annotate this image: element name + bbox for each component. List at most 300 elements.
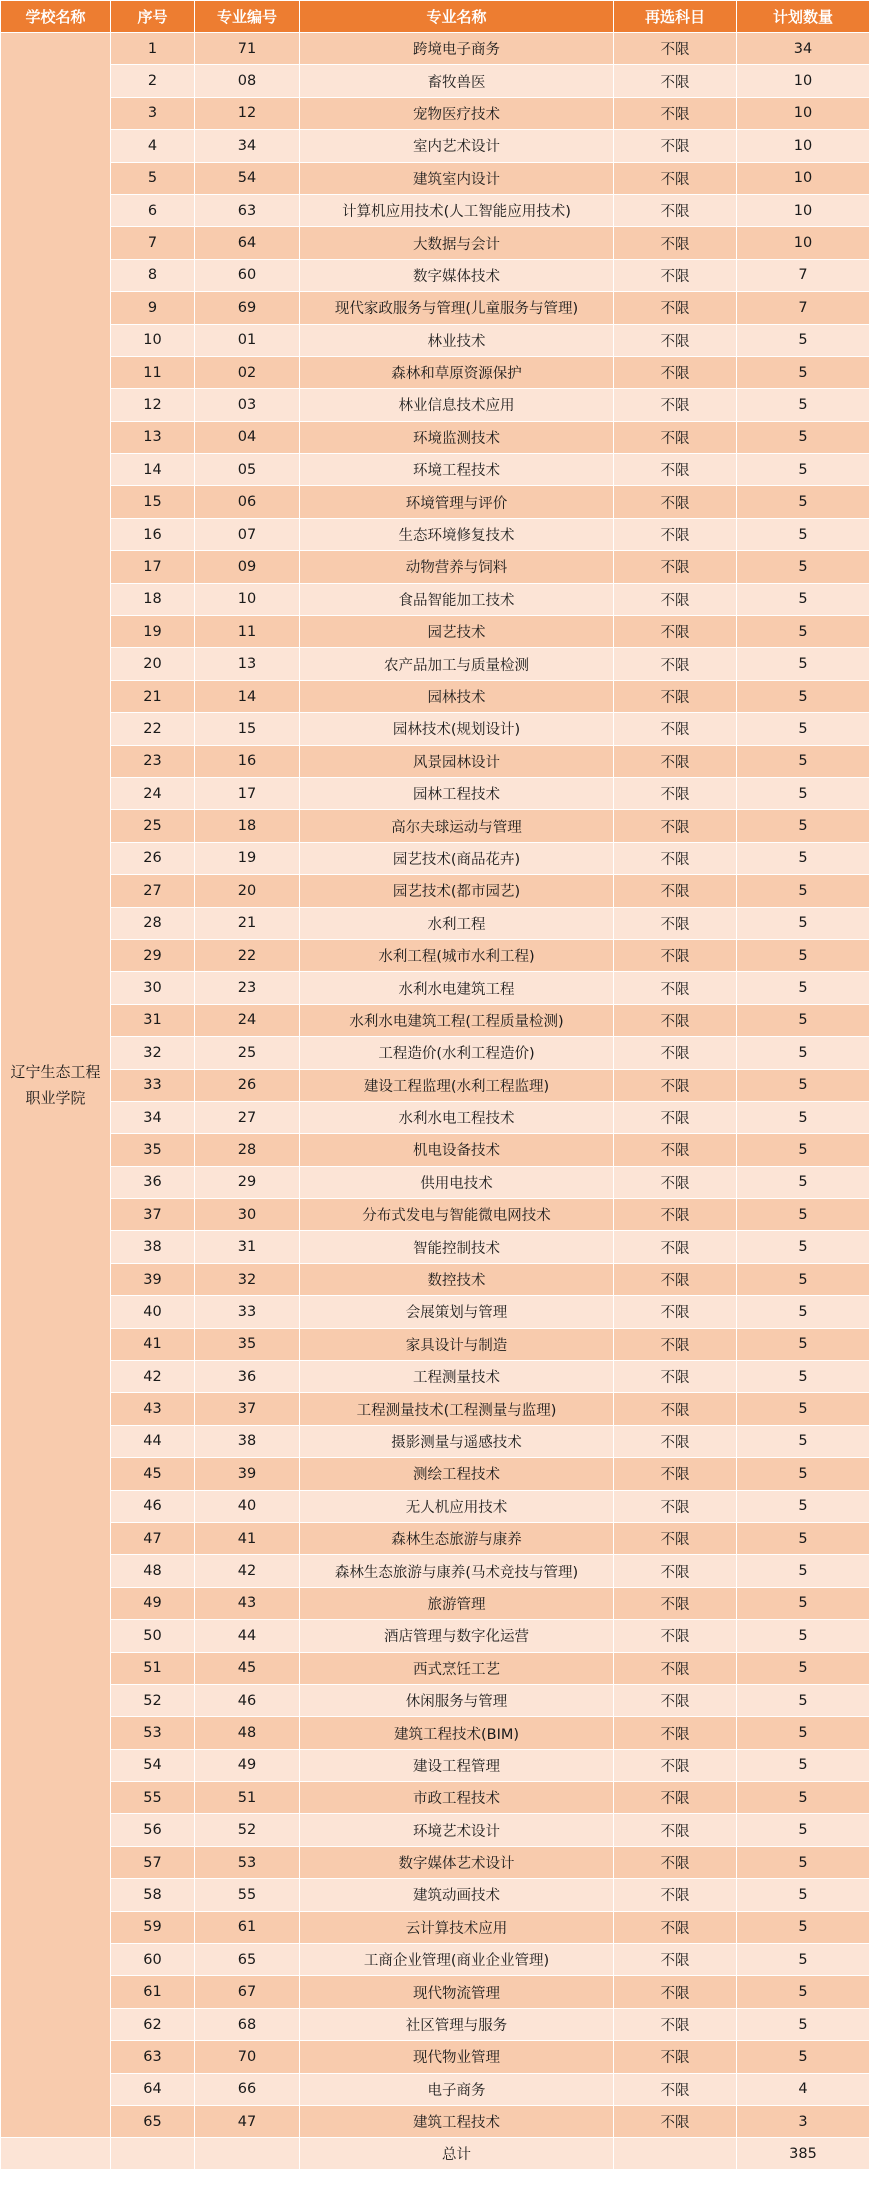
subject-cell: 不限: [614, 1717, 737, 1749]
plan-cell: 5: [737, 2041, 869, 2073]
code-cell: 13: [195, 648, 300, 680]
code-cell: 49: [195, 1749, 300, 1781]
index-cell: 23: [111, 745, 195, 777]
table-row: [1, 324, 869, 356]
plan-cell: 5: [737, 356, 869, 388]
index-cell: 42: [111, 1361, 195, 1393]
subject-cell: 不限: [614, 1134, 737, 1166]
table-row: [1, 259, 869, 291]
major-cell: 休闲服务与管理: [300, 1684, 614, 1716]
major-cell: 机电设备技术: [300, 1134, 614, 1166]
table-row: [1, 648, 869, 680]
plan-cell: 5: [737, 1166, 869, 1198]
plan-cell: 5: [737, 583, 869, 615]
table-row: [1, 389, 869, 421]
header-major: 专业名称: [300, 1, 614, 33]
plan-cell: 5: [737, 1490, 869, 1522]
major-cell: 旅游管理: [300, 1587, 614, 1619]
index-cell: 26: [111, 842, 195, 874]
table-row: [1, 1944, 869, 1976]
plan-cell: 5: [737, 1199, 869, 1231]
code-cell: 45: [195, 1652, 300, 1684]
major-cell: 工程测量技术(工程测量与监理): [300, 1393, 614, 1425]
index-cell: 20: [111, 648, 195, 680]
code-cell: 32: [195, 1263, 300, 1295]
plan-cell: 5: [737, 1361, 869, 1393]
code-cell: 70: [195, 2041, 300, 2073]
index-cell: 18: [111, 583, 195, 615]
header-plan: 计划数量: [737, 1, 869, 33]
subject-cell: 不限: [614, 1944, 737, 1976]
index-cell: 8: [111, 259, 195, 291]
major-cell: 园林技术(规划设计): [300, 713, 614, 745]
school-name-cell: 辽宁生态工程职业学院: [1, 33, 111, 2138]
index-cell: 37: [111, 1199, 195, 1231]
subject-cell: 不限: [614, 1231, 737, 1263]
subject-cell: 不限: [614, 1361, 737, 1393]
index-cell: 39: [111, 1263, 195, 1295]
index-cell: 62: [111, 2008, 195, 2040]
major-cell: 摄影测量与遥感技术: [300, 1425, 614, 1457]
plan-cell: 5: [737, 1782, 869, 1814]
major-cell: 园艺技术: [300, 616, 614, 648]
code-cell: 35: [195, 1328, 300, 1360]
subject-cell: 不限: [614, 324, 737, 356]
table-row: [1, 551, 869, 583]
plan-cell: 7: [737, 259, 869, 291]
index-cell: 60: [111, 1944, 195, 1976]
table-row: [1, 1911, 869, 1943]
subject-cell: 不限: [614, 421, 737, 453]
subject-cell: 不限: [614, 777, 737, 809]
major-cell: 林业信息技术应用: [300, 389, 614, 421]
major-cell: 数字媒体技术: [300, 259, 614, 291]
major-cell: 环境工程技术: [300, 454, 614, 486]
code-cell: 64: [195, 227, 300, 259]
index-cell: 30: [111, 972, 195, 1004]
code-cell: 31: [195, 1231, 300, 1263]
subject-cell: 不限: [614, 2106, 737, 2138]
subject-cell: 不限: [614, 1037, 737, 1069]
header-index: 序号: [111, 1, 195, 33]
code-cell: 15: [195, 713, 300, 745]
code-cell: 12: [195, 97, 300, 129]
major-cell: 跨境电子商务: [300, 33, 614, 65]
code-cell: 01: [195, 324, 300, 356]
plan-cell: 5: [737, 1846, 869, 1878]
major-cell: 酒店管理与数字化运营: [300, 1620, 614, 1652]
table-row: [1, 810, 869, 842]
major-cell: 环境艺术设计: [300, 1814, 614, 1846]
plan-cell: 5: [737, 1684, 869, 1716]
major-cell: 水利工程(城市水利工程): [300, 939, 614, 971]
plan-cell: 10: [737, 227, 869, 259]
index-cell: 31: [111, 1004, 195, 1036]
plan-cell: 5: [737, 1814, 869, 1846]
major-cell: 建筑室内设计: [300, 162, 614, 194]
major-cell: 林业技术: [300, 324, 614, 356]
code-cell: 54: [195, 162, 300, 194]
code-cell: 11: [195, 616, 300, 648]
major-cell: 工程造价(水利工程造价): [300, 1037, 614, 1069]
table-row: [1, 486, 869, 518]
code-cell: 41: [195, 1522, 300, 1554]
subject-cell: 不限: [614, 1814, 737, 1846]
subject-cell: 不限: [614, 2073, 737, 2105]
plan-cell: 5: [737, 680, 869, 712]
table-row: [1, 1717, 869, 1749]
index-cell: 6: [111, 194, 195, 226]
code-cell: 38: [195, 1425, 300, 1457]
code-cell: 63: [195, 194, 300, 226]
major-cell: 森林生态旅游与康养: [300, 1522, 614, 1554]
plan-cell: 5: [737, 1425, 869, 1457]
total-label: 总计: [300, 2138, 614, 2170]
plan-cell: 5: [737, 648, 869, 680]
code-cell: 46: [195, 1684, 300, 1716]
index-cell: 58: [111, 1879, 195, 1911]
subject-cell: 不限: [614, 713, 737, 745]
subject-cell: 不限: [614, 648, 737, 680]
table-row: [1, 1846, 869, 1878]
table-row: [1, 518, 869, 550]
code-cell: 53: [195, 1846, 300, 1878]
subject-cell: 不限: [614, 1425, 737, 1457]
subject-cell: 不限: [614, 1296, 737, 1328]
total-index-cell: [111, 2138, 195, 2170]
major-cell: 风景园林设计: [300, 745, 614, 777]
subject-cell: 不限: [614, 1490, 737, 1522]
code-cell: 66: [195, 2073, 300, 2105]
table-row: [1, 1101, 869, 1133]
subject-cell: 不限: [614, 745, 737, 777]
plan-cell: 5: [737, 1004, 869, 1036]
code-cell: 69: [195, 292, 300, 324]
major-cell: 家具设计与制造: [300, 1328, 614, 1360]
plan-cell: 5: [737, 1587, 869, 1619]
table-row: [1, 1814, 869, 1846]
table-row: [1, 1004, 869, 1036]
index-cell: 17: [111, 551, 195, 583]
plan-cell: 5: [737, 616, 869, 648]
index-cell: 43: [111, 1393, 195, 1425]
code-cell: 68: [195, 2008, 300, 2040]
subject-cell: 不限: [614, 972, 737, 1004]
plan-cell: 5: [737, 1263, 869, 1295]
code-cell: 06: [195, 486, 300, 518]
plan-cell: 5: [737, 907, 869, 939]
plan-cell: 5: [737, 1134, 869, 1166]
plan-cell: 5: [737, 1296, 869, 1328]
major-cell: 动物营养与饲料: [300, 551, 614, 583]
plan-cell: 34: [737, 33, 869, 65]
index-cell: 4: [111, 130, 195, 162]
index-cell: 29: [111, 939, 195, 971]
code-cell: 55: [195, 1879, 300, 1911]
table-row: [1, 1587, 869, 1619]
index-cell: 47: [111, 1522, 195, 1554]
plan-cell: 5: [737, 1944, 869, 1976]
code-cell: 30: [195, 1199, 300, 1231]
subject-cell: 不限: [614, 130, 737, 162]
code-cell: 08: [195, 65, 300, 97]
plan-cell: 5: [737, 1717, 869, 1749]
plan-cell: 5: [737, 2008, 869, 2040]
index-cell: 46: [111, 1490, 195, 1522]
code-cell: 48: [195, 1717, 300, 1749]
major-cell: 园艺技术(商品花卉): [300, 842, 614, 874]
plan-cell: 5: [737, 518, 869, 550]
subject-cell: 不限: [614, 389, 737, 421]
table-row: [1, 356, 869, 388]
table-row: [1, 227, 869, 259]
major-cell: 环境管理与评价: [300, 486, 614, 518]
code-cell: 60: [195, 259, 300, 291]
table-row: [1, 1166, 869, 1198]
code-cell: 27: [195, 1101, 300, 1133]
code-cell: 14: [195, 680, 300, 712]
plan-cell: 5: [737, 1749, 869, 1781]
subject-cell: 不限: [614, 259, 737, 291]
index-cell: 32: [111, 1037, 195, 1069]
major-cell: 水利工程: [300, 907, 614, 939]
subject-cell: 不限: [614, 1199, 737, 1231]
table-row: [1, 1037, 869, 1069]
plan-cell: 5: [737, 1976, 869, 2008]
subject-cell: 不限: [614, 1555, 737, 1587]
plan-cell: 5: [737, 1620, 869, 1652]
code-cell: 39: [195, 1458, 300, 1490]
subject-cell: 不限: [614, 1101, 737, 1133]
plan-cell: 5: [737, 1652, 869, 1684]
subject-cell: 不限: [614, 939, 737, 971]
table-row: [1, 162, 869, 194]
subject-cell: 不限: [614, 292, 737, 324]
plan-cell: 5: [737, 1101, 869, 1133]
subject-cell: 不限: [614, 454, 737, 486]
plan-cell: 5: [737, 1522, 869, 1554]
plan-cell: 5: [737, 810, 869, 842]
subject-cell: 不限: [614, 1522, 737, 1554]
index-cell: 12: [111, 389, 195, 421]
subject-cell: 不限: [614, 1976, 737, 2008]
major-cell: 森林生态旅游与康养(马术竞技与管理): [300, 1555, 614, 1587]
subject-cell: 不限: [614, 1749, 737, 1781]
major-cell: 建设工程管理: [300, 1749, 614, 1781]
index-cell: 64: [111, 2073, 195, 2105]
code-cell: 02: [195, 356, 300, 388]
code-cell: 36: [195, 1361, 300, 1393]
index-cell: 25: [111, 810, 195, 842]
code-cell: 26: [195, 1069, 300, 1101]
major-cell: 计算机应用技术(人工智能应用技术): [300, 194, 614, 226]
subject-cell: 不限: [614, 162, 737, 194]
index-cell: 50: [111, 1620, 195, 1652]
subject-cell: 不限: [614, 1684, 737, 1716]
table-row: [1, 130, 869, 162]
code-cell: 23: [195, 972, 300, 1004]
table-row: [1, 292, 869, 324]
plan-cell: 5: [737, 939, 869, 971]
major-cell: 无人机应用技术: [300, 1490, 614, 1522]
table-row: [1, 1490, 869, 1522]
plan-cell: 5: [737, 745, 869, 777]
subject-cell: 不限: [614, 1652, 737, 1684]
subject-cell: 不限: [614, 583, 737, 615]
plan-cell: 5: [737, 1555, 869, 1587]
subject-cell: 不限: [614, 1069, 737, 1101]
code-cell: 24: [195, 1004, 300, 1036]
table-row: [1, 1458, 869, 1490]
index-cell: 49: [111, 1587, 195, 1619]
subject-cell: 不限: [614, 227, 737, 259]
major-cell: 供用电技术: [300, 1166, 614, 1198]
table-row: [1, 713, 869, 745]
index-cell: 22: [111, 713, 195, 745]
table-row: [1, 842, 869, 874]
table-row: [1, 2106, 869, 2138]
major-cell: 现代物流管理: [300, 1976, 614, 2008]
code-cell: 17: [195, 777, 300, 809]
plan-cell: 5: [737, 324, 869, 356]
code-cell: 42: [195, 1555, 300, 1587]
plan-cell: 5: [737, 713, 869, 745]
table-row: [1, 745, 869, 777]
table-row: [1, 1684, 869, 1716]
index-cell: 9: [111, 292, 195, 324]
subject-cell: 不限: [614, 1782, 737, 1814]
major-cell: 生态环境修复技术: [300, 518, 614, 550]
code-cell: 22: [195, 939, 300, 971]
index-cell: 51: [111, 1652, 195, 1684]
subject-cell: 不限: [614, 65, 737, 97]
table-row: [1, 2073, 869, 2105]
table-row: [1, 421, 869, 453]
table-row: [1, 97, 869, 129]
subject-cell: 不限: [614, 810, 737, 842]
index-cell: 56: [111, 1814, 195, 1846]
major-cell: 现代家政服务与管理(儿童服务与管理): [300, 292, 614, 324]
index-cell: 14: [111, 454, 195, 486]
subject-cell: 不限: [614, 356, 737, 388]
plan-cell: 5: [737, 1231, 869, 1263]
major-cell: 会展策划与管理: [300, 1296, 614, 1328]
table-row: [1, 1782, 869, 1814]
total-row: [1, 2138, 869, 2170]
index-cell: 41: [111, 1328, 195, 1360]
major-cell: 建筑工程技术: [300, 2106, 614, 2138]
code-cell: 09: [195, 551, 300, 583]
index-cell: 24: [111, 777, 195, 809]
subject-cell: 不限: [614, 1263, 737, 1295]
table-row: [1, 1425, 869, 1457]
code-cell: 21: [195, 907, 300, 939]
major-cell: 建筑工程技术(BIM): [300, 1717, 614, 1749]
subject-cell: 不限: [614, 2041, 737, 2073]
code-cell: 65: [195, 1944, 300, 1976]
major-cell: 园林工程技术: [300, 777, 614, 809]
major-cell: 云计算技术应用: [300, 1911, 614, 1943]
plan-cell: 7: [737, 292, 869, 324]
subject-cell: 不限: [614, 1166, 737, 1198]
index-cell: 28: [111, 907, 195, 939]
index-cell: 7: [111, 227, 195, 259]
index-cell: 10: [111, 324, 195, 356]
index-cell: 5: [111, 162, 195, 194]
code-cell: 33: [195, 1296, 300, 1328]
plan-cell: 10: [737, 97, 869, 129]
table-row: [1, 2041, 869, 2073]
code-cell: 29: [195, 1166, 300, 1198]
table-row: [1, 1263, 869, 1295]
table-row: [1, 1361, 869, 1393]
subject-cell: 不限: [614, 616, 737, 648]
subject-cell: 不限: [614, 518, 737, 550]
index-cell: 16: [111, 518, 195, 550]
header-school: 学校名称: [1, 1, 111, 33]
major-cell: 社区管理与服务: [300, 2008, 614, 2040]
code-cell: 20: [195, 875, 300, 907]
table-row: [1, 875, 869, 907]
total-school-cell: [1, 2138, 111, 2170]
code-cell: 51: [195, 1782, 300, 1814]
major-cell: 园艺技术(都市园艺): [300, 875, 614, 907]
plan-cell: 5: [737, 1879, 869, 1911]
index-cell: 19: [111, 616, 195, 648]
index-cell: 2: [111, 65, 195, 97]
table-row: [1, 1069, 869, 1101]
code-cell: 19: [195, 842, 300, 874]
plan-cell: 5: [737, 1328, 869, 1360]
table-row: [1, 1522, 869, 1554]
table-row: [1, 1134, 869, 1166]
code-cell: 07: [195, 518, 300, 550]
subject-cell: 不限: [614, 194, 737, 226]
code-cell: 43: [195, 1587, 300, 1619]
index-cell: 3: [111, 97, 195, 129]
plan-cell: 3: [737, 2106, 869, 2138]
major-cell: 市政工程技术: [300, 1782, 614, 1814]
code-cell: 47: [195, 2106, 300, 2138]
major-cell: 数控技术: [300, 1263, 614, 1295]
major-cell: 农产品加工与质量检测: [300, 648, 614, 680]
index-cell: 54: [111, 1749, 195, 1781]
subject-cell: 不限: [614, 1620, 737, 1652]
plan-cell: 5: [737, 1393, 869, 1425]
plan-cell: 5: [737, 1458, 869, 1490]
table-row: [1, 939, 869, 971]
table-row: [1, 2008, 869, 2040]
table-row: [1, 1231, 869, 1263]
table-row: [1, 1749, 869, 1781]
table-body: [1, 33, 869, 2170]
major-cell: 水利水电工程技术: [300, 1101, 614, 1133]
major-cell: 环境监测技术: [300, 421, 614, 453]
plan-cell: 5: [737, 777, 869, 809]
index-cell: 59: [111, 1911, 195, 1943]
major-cell: 宠物医疗技术: [300, 97, 614, 129]
subject-cell: 不限: [614, 1911, 737, 1943]
index-cell: 40: [111, 1296, 195, 1328]
plan-cell: 10: [737, 65, 869, 97]
table-row: [1, 907, 869, 939]
subject-cell: 不限: [614, 33, 737, 65]
table-header-row: [1, 1, 869, 33]
subject-cell: 不限: [614, 875, 737, 907]
major-cell: 森林和草原资源保护: [300, 356, 614, 388]
subject-cell: 不限: [614, 2008, 737, 2040]
total-code-cell: [195, 2138, 300, 2170]
